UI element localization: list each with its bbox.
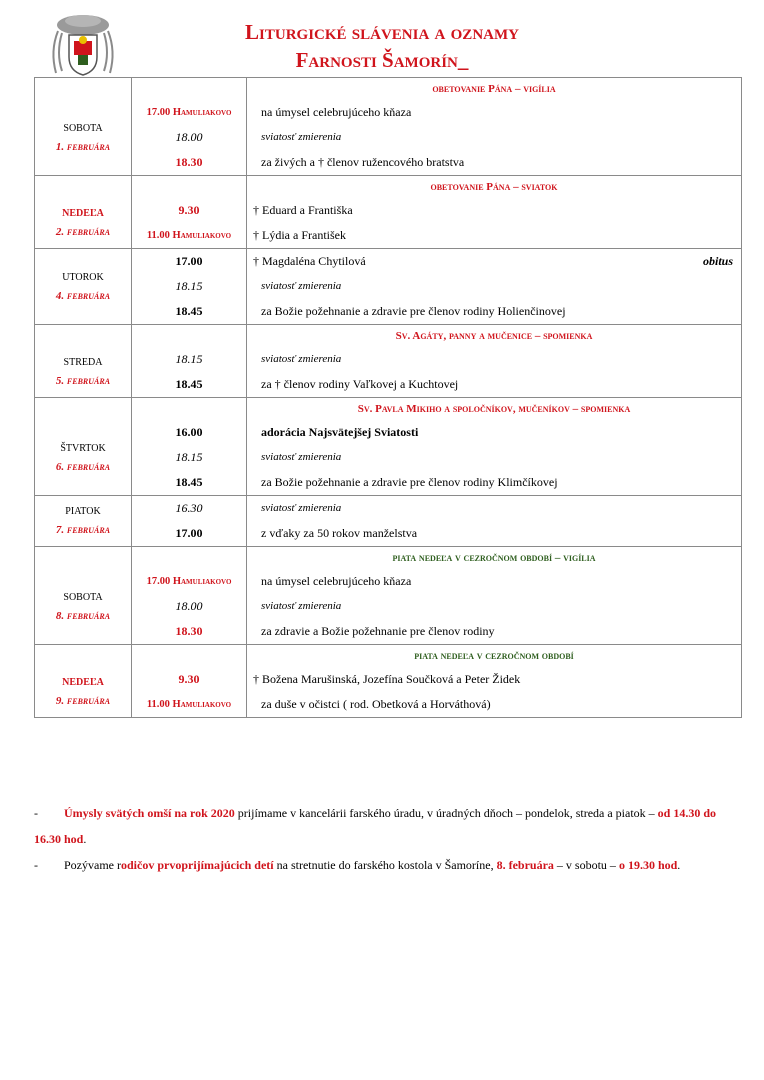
day-date: 7. februára	[55, 524, 111, 536]
time-cell	[132, 176, 247, 249]
page-title-line-2: Farnosti Šamorín_	[295, 48, 469, 72]
day-cell	[35, 496, 132, 547]
liturgical-day-heading: Sv. Agáty, panny a mučenice – spomienka	[395, 330, 593, 342]
day-row	[35, 249, 742, 325]
liturgical-day-heading: piata nedeľa v cezročnom období	[414, 650, 574, 662]
mass-intention	[247, 100, 741, 125]
mass-intention	[247, 249, 741, 274]
mass-time: 9.30	[178, 672, 200, 686]
mass-time: 18.15	[175, 352, 203, 366]
mass-intention	[247, 619, 741, 644]
intention-text: sviatosť zmierenia	[261, 131, 342, 143]
intention-text: za zdravie a Božie požehnanie pre členov rodiny	[261, 624, 495, 638]
mass-intention	[247, 445, 741, 470]
mass-intention	[247, 125, 741, 150]
day-name: PIATOK	[65, 506, 101, 517]
mass-intention	[247, 569, 741, 594]
intention-text: † Lýdia a František	[253, 228, 346, 242]
mass-intention	[247, 347, 741, 372]
mass-intention	[247, 594, 741, 619]
mass-time: 18.15	[175, 279, 203, 293]
mass-time: 18.45	[175, 304, 203, 318]
intention-text: za živých a † členov ružencového bratstva	[261, 155, 465, 169]
mass-time: 11.00 Hamuliakovo	[146, 699, 232, 710]
intention-text: sviatosť zmierenia	[261, 353, 342, 365]
mass-time: 18.30	[175, 155, 203, 169]
intention-cell	[247, 176, 742, 249]
mass-intention	[247, 667, 741, 692]
mass-time: 17.00 Hamuliakovo	[146, 576, 232, 587]
day-date: 6. februára	[55, 460, 111, 473]
mass-time: 17.00	[175, 526, 203, 540]
mass-time: 18.00	[175, 130, 203, 144]
intention-cell	[247, 547, 742, 645]
day-name: STREDA	[63, 357, 103, 368]
day-row	[35, 496, 742, 547]
mass-time: 18.00	[175, 599, 203, 613]
day-name: UTOROK	[62, 271, 104, 283]
day-date: 9. februára	[55, 695, 111, 707]
day-cell	[35, 645, 132, 718]
intention-cell	[247, 645, 742, 718]
intention-text: na úmysel celebrujúceho kňaza	[261, 105, 412, 119]
liturgical-day-heading: Sv. Pavla Mikiho a spoločníkov, mučeníkov – spomienka	[357, 403, 631, 415]
day-name: NEDEĽA	[62, 208, 104, 219]
time-cell	[132, 398, 247, 496]
mass-intention	[247, 420, 741, 445]
day-cell	[35, 325, 132, 398]
liturgical-day-heading: obetovanie Pána – sviatok	[430, 181, 558, 193]
day-cell	[35, 249, 132, 325]
announcement-1: - Úmysly svätých omší na rok 2020 prijímame v kancelárii farského úradu, v úradných dňoch – pondelok, streda a piatok – od 14.30 do 16.30 hod.	[34, 806, 717, 846]
liturgical-day-heading: obetovanie Pána – vigília	[432, 83, 556, 95]
day-name: SOBOTA	[63, 122, 103, 134]
liturgical-day-heading: piata nedeľa v cezročnom období – vigília	[392, 552, 596, 564]
day-row	[35, 176, 742, 249]
intention-text: z vďaky za 50 rokov manželstva	[261, 526, 418, 540]
mass-intention	[247, 521, 741, 546]
mass-time: 18.30	[175, 624, 203, 638]
time-cell	[132, 547, 247, 645]
time-cell	[132, 496, 247, 547]
intention-cell	[247, 398, 742, 496]
mass-time: 9.30	[178, 203, 200, 217]
announcements	[34, 800, 724, 878]
mass-intention	[247, 198, 741, 223]
day-row	[35, 398, 742, 496]
mass-time: 18.45	[175, 377, 203, 391]
intention-cell	[247, 78, 742, 176]
day-cell	[35, 176, 132, 249]
day-date: 5. februára	[55, 375, 111, 387]
mass-time: 17.00 Hamuliakovo	[146, 107, 232, 118]
day-row	[35, 645, 742, 718]
day-date: 1. februára	[55, 140, 111, 153]
day-row	[35, 325, 742, 398]
time-cell	[132, 325, 247, 398]
time-cell	[132, 249, 247, 325]
mass-intention	[247, 223, 741, 248]
intention-text: adorácia Najsvätejšej Sviatosti	[261, 425, 419, 439]
day-row	[35, 78, 742, 176]
mass-intention	[247, 470, 741, 495]
time-cell	[132, 645, 247, 718]
intention-text: sviatosť zmierenia	[261, 600, 342, 612]
intention-text: sviatosť zmierenia	[261, 502, 342, 514]
announcement-2: - Pozývame rodičov prvoprijímajúcich detí na stretnutie do farského kostola v Šamoríne, 8. februára – v sobotu – o 19.30 hod.	[34, 858, 681, 872]
intention-text: za Božie požehnanie a zdravie pre členov rodiny Holienčinovej	[261, 304, 566, 318]
intention-text: † Eduard a Františka	[253, 203, 353, 217]
mass-intention	[247, 692, 741, 717]
time-cell	[132, 78, 247, 176]
mass-time: 17.00	[175, 254, 203, 268]
mass-time: 16.00	[175, 425, 203, 439]
mass-time: 18.45	[175, 475, 203, 489]
mass-intention	[247, 299, 741, 324]
intention-text: za Božie požehnanie a zdravie pre členov rodiny Klimčíkovej	[261, 475, 558, 489]
mass-intention	[247, 150, 741, 175]
schedule-table	[34, 77, 742, 718]
obitus-note: obitus	[702, 254, 733, 268]
intention-text: † Magdaléna Chytilová	[253, 254, 366, 268]
intention-text: † Božena Marušinská, Jozefína Součková a Peter Židek	[253, 672, 521, 686]
intention-text: za duše v očistci ( rod. Obetková a Horváthová)	[261, 697, 491, 711]
day-date: 2. februára	[55, 226, 111, 238]
day-cell	[35, 78, 132, 176]
page-title-line-1: Liturgické slávenia a oznamy	[245, 20, 519, 44]
intention-text: za † členov rodiny Vaľkovej a Kuchtovej	[261, 377, 459, 391]
day-name: SOBOTA	[63, 591, 103, 603]
mass-time: 11.00 Hamuliakovo	[146, 230, 232, 241]
mass-time: 16.30	[175, 501, 203, 515]
mass-time: 18.15	[175, 450, 203, 464]
day-cell	[35, 398, 132, 496]
intention-cell	[247, 496, 742, 547]
mass-intention	[247, 372, 741, 397]
day-date: 8. februára	[55, 609, 111, 622]
day-cell	[35, 547, 132, 645]
intention-text: na úmysel celebrujúceho kňaza	[261, 574, 412, 588]
day-name: ŠTVRTOK	[60, 442, 106, 454]
day-date: 4. februára	[55, 289, 111, 302]
intention-cell	[247, 249, 742, 325]
mass-intention	[247, 274, 741, 299]
day-name: NEDEĽA	[62, 677, 104, 688]
mass-intention	[247, 496, 741, 521]
intention-cell	[247, 325, 742, 398]
day-row	[35, 547, 742, 645]
intention-text: sviatosť zmierenia	[261, 451, 342, 463]
intention-text: sviatosť zmierenia	[261, 280, 342, 292]
